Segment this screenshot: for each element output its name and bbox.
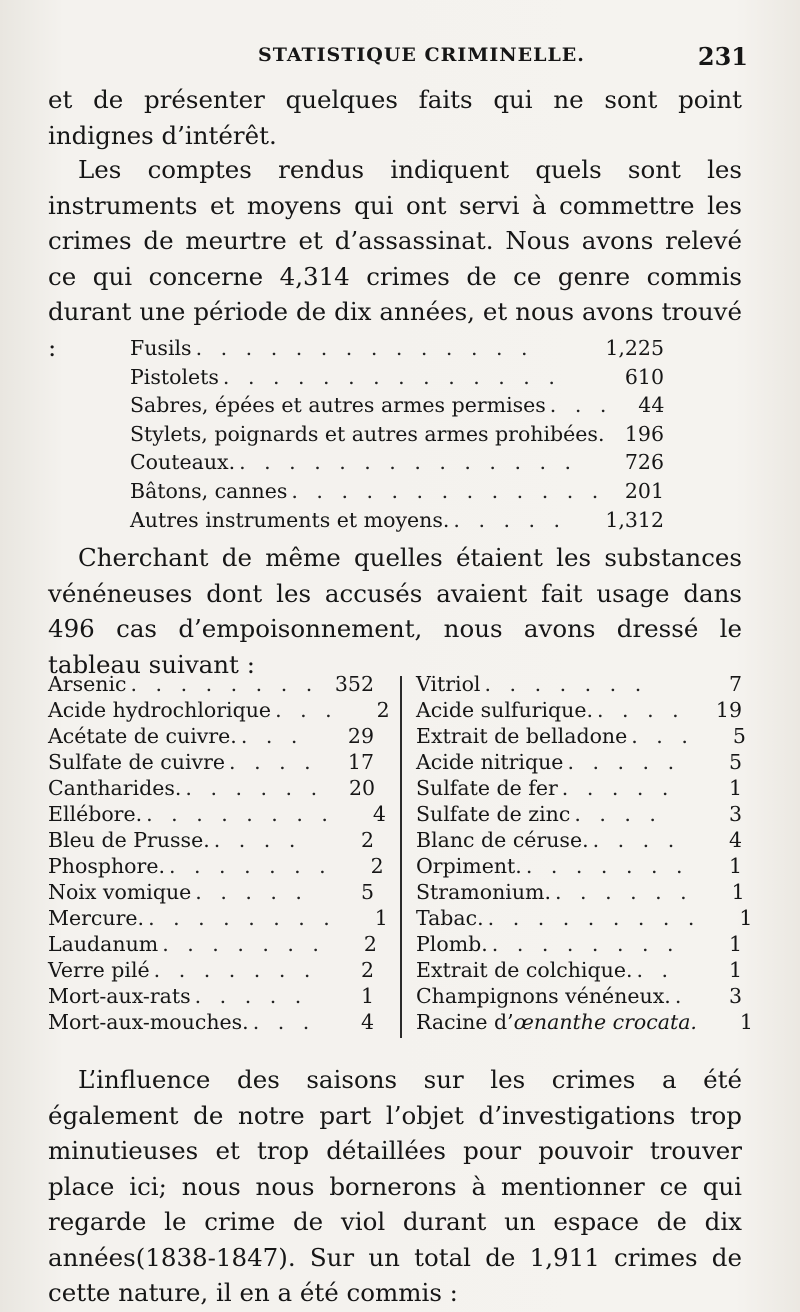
poison-name: Mort-aux-rats	[48, 984, 191, 1008]
leader-dots: . . .	[240, 724, 304, 748]
table-row	[416, 958, 742, 984]
list-item	[130, 393, 664, 422]
poison-count: 4	[372, 802, 386, 826]
leader-dots: . . . . . . .	[484, 672, 648, 696]
leader-dots: . . . . .	[453, 507, 567, 532]
poison-count: 5	[360, 880, 374, 904]
instrument-count: 44	[638, 393, 665, 418]
table-row	[48, 932, 377, 958]
poison-name: Vitriol	[416, 672, 481, 696]
leader-dots: . . . . . . . . . . . . .	[291, 478, 605, 503]
poison-count: 5	[732, 724, 746, 748]
instrument-name: Sabres, épées et autres armes permises	[130, 393, 546, 418]
poisons-column-right	[416, 672, 753, 1036]
leader-dots: . . . .	[229, 750, 317, 774]
paragraph-seasons: L’influence des saisons sur les crimes a été également de notre part l’objet d’investigations trop minutieuses et trop détaillées pour pouvoir trouver place ici; nous nous bornerons à mentionner ce qui regarde le crime de viol durant un espace de dix années(1838-1847). Sur un total de 1,911 crimes de cette nature, il en a été commis :	[48, 1065, 742, 1307]
poison-count: 20	[349, 776, 376, 800]
poison-name: Acétate de cuivre.	[48, 724, 237, 748]
poison-count: 1	[374, 906, 388, 930]
table-row	[416, 984, 742, 1010]
instrument-count: 610	[624, 364, 664, 389]
leader-dots: . . . . . . .	[525, 854, 689, 878]
leader-dots: . . .	[631, 724, 694, 748]
poison-count: 1	[728, 958, 742, 982]
table-row	[48, 958, 374, 984]
poison-name	[416, 1010, 697, 1034]
running-head: STATISTIQUE CRIMINELLE.	[258, 44, 585, 66]
poison-count: 1	[739, 906, 753, 930]
poison-count: 2	[360, 958, 374, 982]
poison-count: 3	[728, 802, 742, 826]
paragraph-instruments: Les comptes rendus indiquent quels sont les instruments et moyens qui ont servi à commettre les crimes de meurtre et d’assassinat. Nous avons relevé ce qui concerne 4,314 crimes de ce genre commis durant une période de dix années, et nous avons trouvé :	[48, 155, 742, 362]
leader-dots: . . . . .	[194, 984, 308, 1008]
poison-name: Mort-aux-mouches.	[48, 1010, 249, 1034]
table-row	[48, 672, 374, 698]
poison-count: 4	[360, 1010, 374, 1034]
poison-count: 1	[728, 776, 742, 800]
table-row	[48, 984, 374, 1010]
table-row	[416, 828, 742, 854]
list-item	[130, 422, 664, 451]
instrument-count: 726	[624, 450, 664, 475]
table-row	[416, 906, 753, 932]
poison-count: 1	[360, 984, 374, 1008]
table-row	[416, 932, 742, 958]
poison-name: Plomb.	[416, 932, 488, 956]
poison-name: Cantharides.	[48, 776, 182, 800]
list-item	[130, 508, 664, 537]
poison-count: 2	[376, 698, 390, 722]
instrument-name: Couteaux.	[130, 450, 236, 475]
poison-count: 17	[347, 750, 374, 774]
leader-dots: . . . . . . .	[162, 932, 325, 956]
poison-name: Bleu de Prusse.	[48, 828, 210, 852]
poison-name: Tabac.	[416, 906, 484, 930]
leader-dots: . . . . . .	[555, 880, 693, 904]
poison-name: Blanc de céruse.	[416, 828, 589, 852]
leader-dots: . . . . . . .	[168, 854, 332, 878]
poison-name: Mercure.	[48, 906, 145, 930]
table-row	[48, 1010, 374, 1036]
leader-dots: . . . .	[213, 828, 302, 852]
column-divider	[400, 676, 402, 1038]
poison-name: Stramonium.	[416, 880, 552, 904]
instruments-list	[130, 336, 664, 536]
paragraph-poisons: Cherchant de même quelles étaient les substances vénéneuses dont les accusés avaient fait usage dans 496 cas d’empoisonnement, nous avons dressé le tableau suivant :	[48, 543, 742, 679]
poison-count: 19	[715, 698, 742, 722]
leader-dots: . . . . . . . .	[146, 802, 334, 826]
table-row	[48, 854, 384, 880]
table-row	[416, 854, 742, 880]
leader-dots: . . .	[549, 393, 613, 418]
list-item	[130, 336, 664, 365]
paragraph-intro-end: et de présenter quelques faits qui ne sont point indignes d’intérêt.	[48, 85, 742, 150]
poison-count: 2	[363, 932, 377, 956]
poison-name: Orpiment.	[416, 854, 522, 878]
table-row	[416, 1010, 753, 1036]
table-row	[416, 672, 742, 698]
table-row	[48, 906, 388, 932]
leader-dots: . . . . . . . . . . . . . .	[239, 450, 578, 475]
poison-count: 29	[347, 724, 374, 748]
poison-name: Verre pilé	[48, 958, 150, 982]
poison-count: 4	[728, 828, 742, 852]
poison-count: 1	[739, 1010, 753, 1034]
leader-dots: . . . . . . .	[153, 958, 317, 982]
poison-name: Arsenic	[48, 672, 127, 696]
poison-count: 1	[728, 932, 742, 956]
page-number: 231	[697, 42, 748, 71]
poison-count: 5	[728, 750, 742, 774]
leader-dots: . . . .	[597, 698, 685, 722]
list-item	[130, 365, 664, 394]
leader-dots: . . . . .	[195, 880, 308, 904]
poison-name: Noix vomique	[48, 880, 192, 904]
poison-name: Sulfate de cuivre	[48, 750, 226, 774]
page-header	[48, 36, 748, 76]
leader-dots: . . . . . . . .	[130, 672, 319, 696]
table-row	[48, 880, 374, 906]
instrument-count: 1,225	[605, 336, 664, 360]
poison-name: Acide hydrochlorique	[48, 698, 272, 722]
leader-dots: . . . .	[574, 802, 662, 826]
leader-dots: . . . . .	[561, 776, 675, 800]
table-row	[48, 828, 374, 854]
table-row	[48, 750, 374, 776]
leader-dots: .	[674, 984, 688, 1008]
leader-dots: . . . . . . . .	[148, 906, 336, 930]
poison-name-italic: œnanthe crocata.	[513, 1010, 697, 1034]
instrument-count: 196	[624, 421, 664, 446]
list-item	[130, 479, 664, 508]
leader-dots: . . . . . .	[185, 776, 324, 800]
table-row	[416, 880, 745, 906]
table-row	[416, 724, 746, 750]
instrument-count: 1,312	[605, 507, 664, 532]
poison-count: 7	[728, 672, 742, 696]
poison-name: Phosphore.	[48, 854, 165, 878]
poison-count: 2	[370, 854, 384, 878]
instrument-name: Stylets, poignards et autres armes prohibées.	[130, 421, 605, 446]
leader-dots: . . .	[252, 1010, 316, 1034]
poisons-column-left	[48, 672, 390, 1036]
leader-dots: . . . . . . . . .	[487, 906, 701, 930]
poison-name: Extrait de colchique.	[416, 958, 633, 982]
table-row	[48, 802, 386, 828]
poison-count: 3	[728, 984, 742, 1008]
instrument-name: Autres instruments et moyens.	[130, 507, 450, 532]
instrument-name: Bâtons, cannes	[130, 478, 288, 503]
poison-name: Laudanum	[48, 932, 159, 956]
list-item	[130, 450, 664, 479]
poison-name: Acide sulfurique.	[416, 698, 594, 722]
table-row	[48, 776, 374, 802]
leader-dots: . . . . . . . .	[491, 932, 680, 956]
poison-count: 352	[334, 672, 374, 696]
instrument-name: Fusils	[130, 336, 192, 360]
poison-name: Extrait de belladone	[416, 724, 628, 748]
table-row	[416, 750, 742, 776]
leader-dots: . . .	[275, 698, 338, 722]
table-row	[416, 802, 742, 828]
leader-dots: . .	[636, 958, 675, 982]
poison-count: 2	[360, 828, 374, 852]
poison-name: Sulfate de fer	[416, 776, 558, 800]
leader-dots: . . . .	[592, 828, 681, 852]
poison-name: Ellébore.	[48, 802, 143, 826]
poison-name-prefix: Racine d’	[416, 1010, 514, 1034]
poison-name: Champignons vénéneux.	[416, 984, 671, 1008]
table-row	[416, 698, 742, 724]
leader-dots: . . . . .	[567, 750, 681, 774]
poison-count: 1	[728, 854, 742, 878]
poison-name: Acide nitrique	[416, 750, 564, 774]
leader-dots: . . . . . . . . . . . . . .	[222, 364, 561, 389]
leader-dots: . . . . . . . . . . . . . .	[195, 336, 534, 360]
table-row	[48, 724, 374, 750]
table-row	[416, 776, 742, 802]
instrument-count: 201	[624, 478, 664, 503]
poisons-table	[48, 672, 753, 1042]
instrument-name: Pistolets	[130, 364, 219, 389]
table-row	[48, 698, 390, 724]
poison-count: 1	[731, 880, 745, 904]
poison-name: Sulfate de zinc	[416, 802, 571, 826]
